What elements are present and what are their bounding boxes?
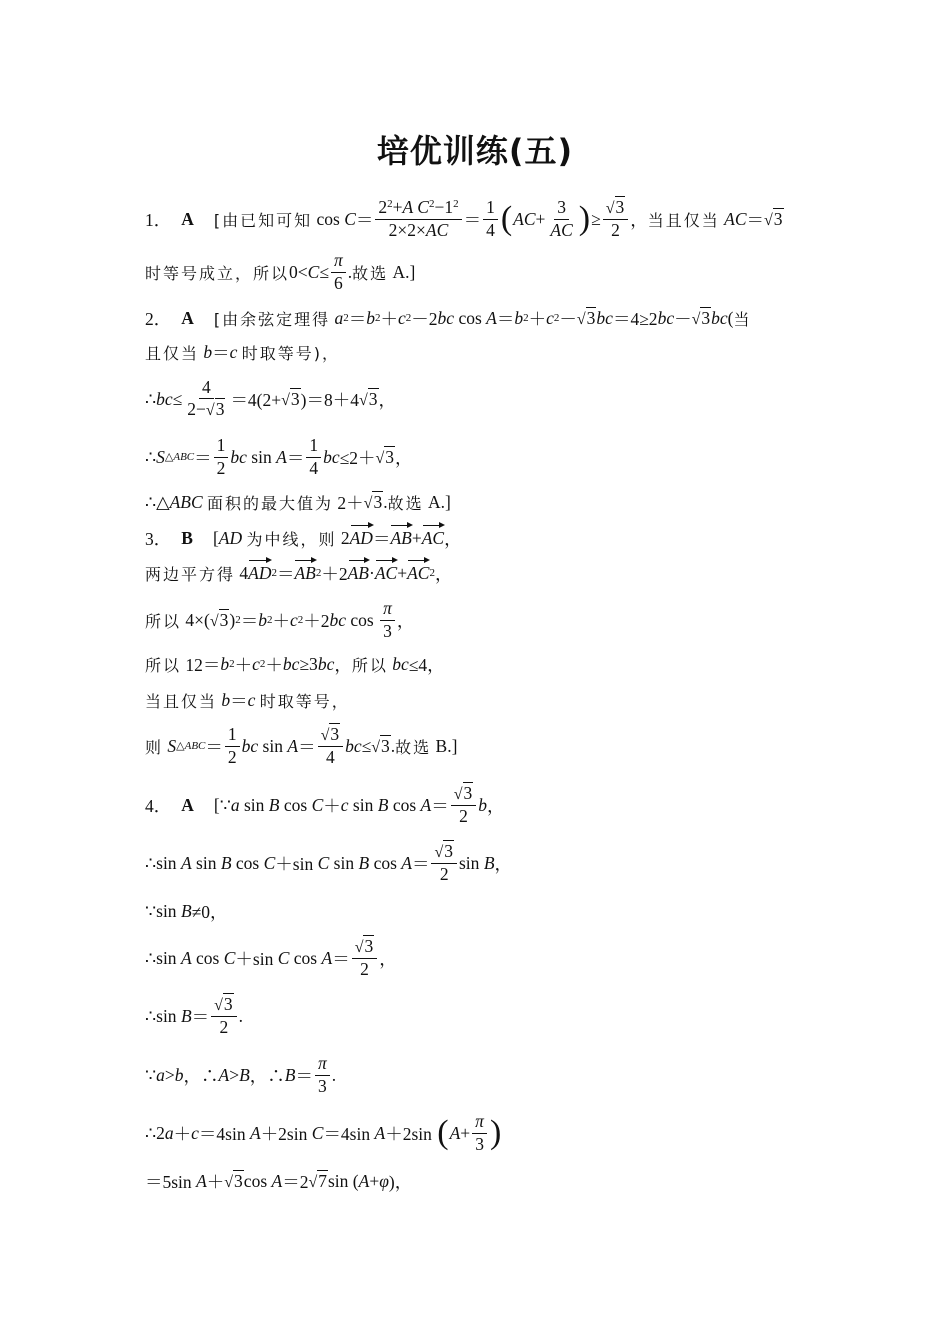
p3-line-3: 所以 4×( √3 ) 2 ＝ b 2 ＋ c 2 ＋2 bc cos $\frac{\pi}{3}$ ，	[145, 598, 415, 641]
page-title: 培优训练(五)	[376, 132, 574, 170]
p4-line-4: ∴sin A cos C ＋sin C cos A ＝ $\frac{√3}{2}$ ，	[145, 936, 397, 979]
p3-answer: B	[181, 527, 193, 548]
p4-line-7: ∴2 a ＋ c ＝4sin A ＋2sin C ＝4sin A ＋2sin ( A + $\frac{\pi}{3}$ )	[145, 1111, 502, 1154]
p2-line-3: ∴ bc ≤ $\frac{4}{2-√3}$ ＝4(2+ √3 )＝8＋4 √3 ，	[145, 377, 397, 420]
p1-line-1: 1． A [由已知可知 cos C ＝ $\frac{2^2+A C^2-1^2}{2\times 2\times AC}$ ＝ $\frac{1}{4}$ ( AC + $\frac{3}{AC}$ ) ≥ $\frac{√3}{2}$ ， 当且仅当 AC ＝ √3	[145, 197, 783, 240]
p1-number: 1．	[145, 209, 172, 230]
p3-line-1: 3． B [ AD 为中线，则 2 AD ＝ AB + AC ，	[145, 527, 462, 549]
p3-number: 3．	[145, 528, 172, 549]
p3-line-5: 当且仅当 b ＝ c 时取等号，	[145, 689, 350, 711]
p1-answer: A	[181, 208, 194, 229]
p4-answer: A	[181, 794, 194, 815]
p2-line-2: 且仅当 b ＝ c 时取等号)，	[145, 341, 341, 363]
p2-line-1: 2． A [由余弦定理得 a 2 ＝ b 2 ＋ c 2 －2 bc cos A ＝ b 2 ＋ c 2 － √3 bc ＝4≥2 bc － √3 bc ( 当	[145, 307, 752, 329]
p3-line-4: 所以 12＝ b 2 ＋ c 2 ＋ bc ≥3 bc ， 所以 bc ≤4，	[145, 653, 445, 675]
p4-line-5: ∴sin B ＝ $\frac{√3}{2}$ .	[145, 994, 244, 1037]
p2-number: 2．	[145, 308, 172, 329]
p4-line-1: 4． A [∵ a sin B cos C ＋ c sin B cos A ＝ $\frac{√3}{2}$ b ，	[145, 783, 505, 826]
p2-line-5: ∴△ ABC 面积的最大值为 2＋ √3 . 故选 A.]	[145, 491, 451, 513]
p3-line-6: 则 S △ABC ＝ $\frac{1}{2}$ bc sin A ＝ $\frac{√3}{4}$ bc ≤ √3 . 故选 B.]	[145, 724, 458, 767]
p2-answer: A	[181, 307, 194, 328]
p3-line-2: 两边平方得 4 AD 2 ＝ AB 2 ＋2 AB · AC + AC 2 ，	[145, 562, 453, 584]
p4-line-2: ∴sin A sin B cos C ＋sin C sin B cos A ＝ $\frac{√3}{2}$ sin B ，	[145, 841, 513, 884]
p4-line-3: ∵sin B ≠0，	[145, 900, 228, 922]
p1-line-2: 时等号成立，所以 0< C ≤ $\frac{\pi}{6}$ . 故选 A.]	[145, 250, 416, 293]
p4-line-8: ＝5sin A ＋ √3 cos A ＝2 √7 sin ( A + φ )，	[145, 1170, 413, 1192]
p4-line-6: ∵ a > b ，∴ A > B ，∴ B ＝ $\frac{\pi}{3}$ .	[145, 1053, 337, 1096]
p2-line-4: ∴ S △ABC ＝ $\frac{1}{2}$ bc sin A ＝ $\frac{1}{4}$ bc ≤2＋ √3 ，	[145, 435, 413, 478]
p4-number: 4．	[145, 795, 172, 816]
